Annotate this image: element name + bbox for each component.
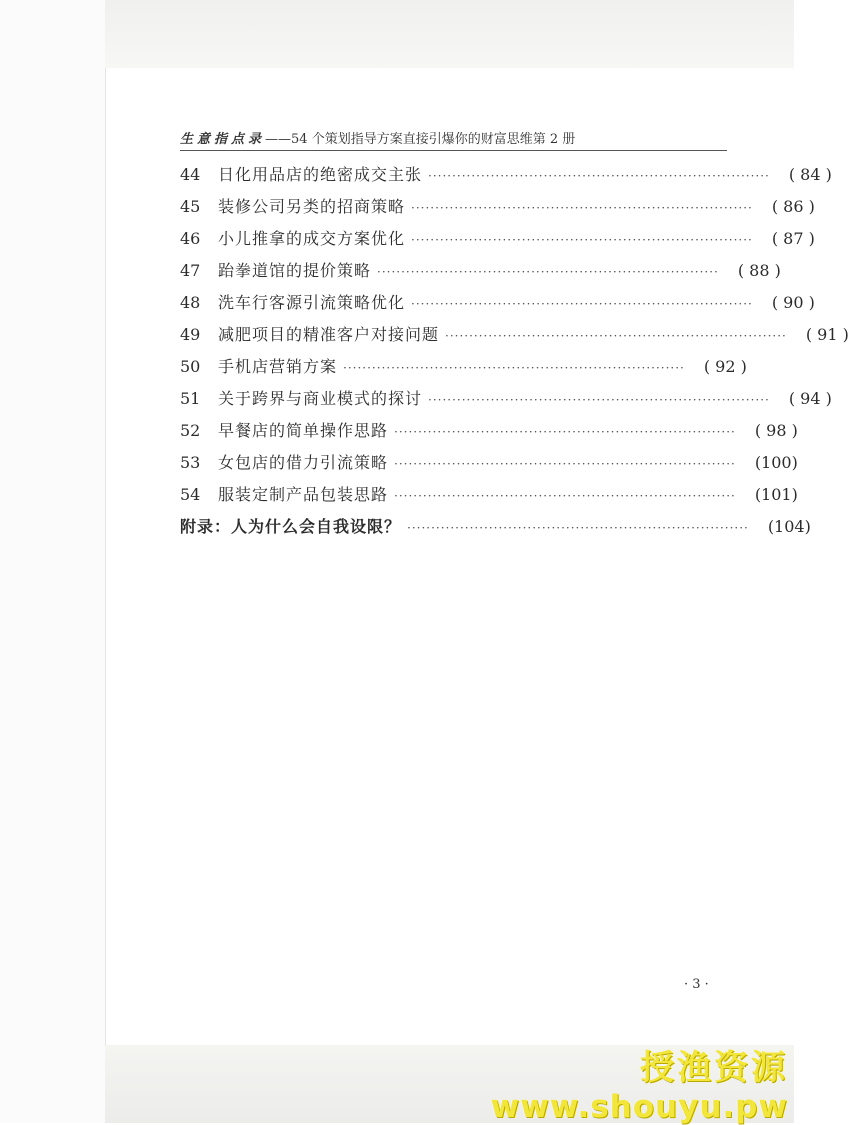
- watermark-title: 授渔资源: [640, 1048, 788, 1088]
- toc-appendix-title: 附录：人为什么会自我设限？: [180, 517, 402, 536]
- scan-shadow-top: [105, 0, 794, 68]
- toc-leader-dots: ·······································································: [411, 201, 753, 215]
- toc-entry-title: 装修公司另类的招商策略: [218, 197, 406, 216]
- toc-entry-page: ( 94 ): [788, 389, 832, 408]
- toc-entry-page: ( 90 ): [771, 293, 815, 312]
- toc-entry-page: ( 86 ): [771, 197, 815, 216]
- toc-appendix-page: (104): [767, 517, 811, 536]
- toc-leader-dots: ·······································································: [411, 297, 753, 311]
- toc-leader-dots: ·······································································: [343, 361, 685, 375]
- toc-entry-number: 49: [180, 325, 201, 344]
- toc-entry-page: ( 84 ): [788, 165, 832, 184]
- toc-leader-dots: ·······································································: [411, 233, 753, 247]
- toc-entry-title: 服装定制产品包装思路: [218, 485, 389, 504]
- book-subtitle: ——54 个策划指导方案直接引爆你的财富思维第 2 册: [265, 132, 576, 147]
- toc-leader-dots: ·······································································: [445, 329, 787, 343]
- toc-entry[interactable]: [180, 194, 815, 226]
- table-of-contents: [180, 162, 849, 546]
- toc-leader-dots: ·······································································: [394, 457, 736, 471]
- toc-entry-page: ( 87 ): [771, 229, 815, 248]
- toc-entry-title: 减肥项目的精准客户对接问题: [218, 325, 440, 344]
- toc-entry[interactable]: [180, 482, 798, 514]
- toc-leader-dots: ·······································································: [428, 169, 770, 183]
- toc-entry-number: 46: [180, 229, 201, 248]
- toc-entry-number: 51: [180, 389, 201, 408]
- toc-entry-number: 48: [180, 293, 201, 312]
- toc-entry-page: ( 98 ): [754, 421, 798, 440]
- watermark: [491, 1040, 788, 1125]
- toc-entry[interactable]: [180, 450, 798, 482]
- toc-entry[interactable]: [180, 290, 815, 322]
- page-number: · 3 ·: [684, 977, 709, 992]
- toc-entry[interactable]: [180, 162, 832, 194]
- toc-entry-number: 47: [180, 261, 201, 280]
- toc-entry-title: 女包店的借力引流策略: [218, 453, 389, 472]
- toc-entry-number: 53: [180, 453, 201, 472]
- toc-entry[interactable]: [180, 418, 798, 450]
- toc-entry[interactable]: [180, 354, 747, 386]
- toc-leader-dots: ·······································································: [407, 521, 749, 535]
- toc-entry-page: ( 88 ): [737, 261, 781, 280]
- toc-entry-page: ( 91 ): [805, 325, 849, 344]
- scan-margin: [0, 0, 106, 1123]
- book-brand: 生意指点录: [180, 132, 266, 147]
- toc-entry-title: 跆拳道馆的提价策略: [218, 261, 372, 280]
- toc-entry-number: 44: [180, 165, 201, 184]
- toc-entry-title: 关于跨界与商业模式的探讨: [218, 389, 423, 408]
- toc-entry-page: ( 92 ): [703, 357, 747, 376]
- watermark-url: www.shouyu.pw: [490, 1089, 788, 1125]
- toc-leader-dots: ·······································································: [377, 265, 719, 279]
- toc-entry[interactable]: [180, 226, 815, 258]
- toc-entry-page: (101): [754, 485, 798, 504]
- toc-entry-number: 50: [180, 357, 201, 376]
- toc-leader-dots: ·······································································: [394, 489, 736, 503]
- toc-entry-page: (100): [754, 453, 798, 472]
- toc-entry-number: 45: [180, 197, 201, 216]
- toc-entry-title: 早餐店的简单操作思路: [218, 421, 389, 440]
- toc-entry-title: 小儿推拿的成交方案优化: [218, 229, 406, 248]
- running-header: [180, 128, 727, 151]
- toc-leader-dots: ·······································································: [428, 393, 770, 407]
- toc-entry-number: 54: [180, 485, 201, 504]
- toc-entry-title: 日化用品店的绝密成交主张: [218, 165, 423, 184]
- toc-entry-title: 手机店营销方案: [218, 357, 338, 376]
- toc-leader-dots: ·······································································: [394, 425, 736, 439]
- toc-appendix-entry[interactable]: [180, 514, 811, 546]
- toc-entry-title: 洗车行客源引流策略优化: [218, 293, 406, 312]
- toc-entry[interactable]: [180, 386, 832, 418]
- toc-entry[interactable]: [180, 322, 849, 354]
- toc-entry[interactable]: [180, 258, 781, 290]
- toc-entry-number: 52: [180, 421, 201, 440]
